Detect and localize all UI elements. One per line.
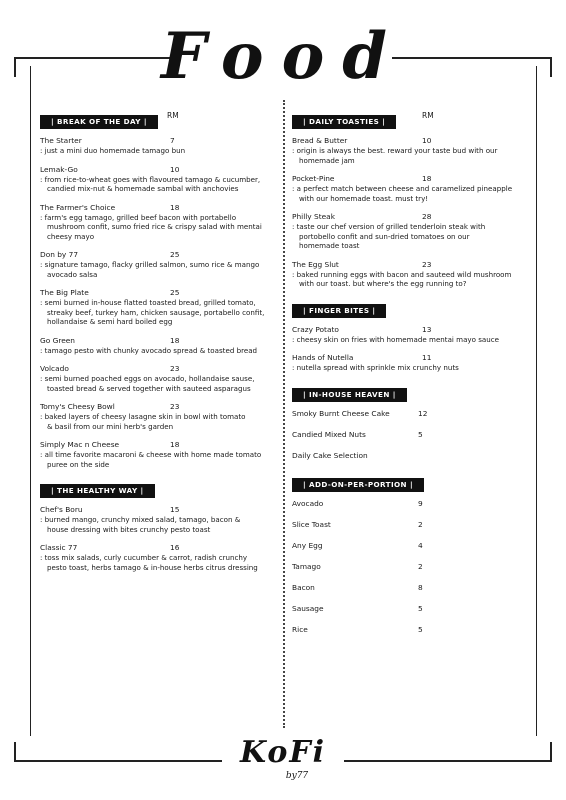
- menu-item: [40, 203, 276, 242]
- description-line: & basil from our mini herb's garden: [47, 421, 174, 431]
- section-heading-text: BREAK OF THE DAY: [57, 117, 141, 126]
- item-description: [292, 363, 528, 373]
- heading-pipe: |: [143, 117, 147, 126]
- item-name: Sausage: [292, 603, 324, 613]
- description-line: : signature tamago, flacky grilled salmon, sumo rice & mango: [40, 260, 260, 269]
- item-description: [40, 553, 276, 572]
- description-line: : farm's egg tamago, grilled beef bacon with portabello: [40, 212, 237, 222]
- kofi-logo: [233, 736, 333, 794]
- item-name: Tamago: [292, 561, 321, 571]
- menu-item: [40, 440, 276, 469]
- menu-section: [40, 109, 276, 469]
- description-line: pesto toast, herbs tamago & in-house herbs citrus dressing: [47, 562, 258, 572]
- description-line: toasted bread & served together with sauteed asparagus: [47, 383, 251, 393]
- item-name: Simply Mac n Cheese: [40, 440, 120, 449]
- menu-section: [292, 109, 528, 289]
- menu-item: [292, 451, 528, 472]
- section-heading: [292, 472, 528, 489]
- description-line: : just a mini duo homemade tamago bun: [40, 146, 186, 155]
- description-line: : all time favorite macaroni & cheese with home made tomato: [40, 450, 262, 459]
- item-description: [40, 146, 276, 156]
- menu-item: [40, 336, 276, 356]
- description-line: : toss mix salads, curly cucumber & carrot, radish crunchy: [40, 553, 248, 562]
- section-heading-bar: [292, 115, 396, 129]
- heading-pipe: |: [140, 486, 144, 495]
- description-line: with our toast. but where's the egg running to?: [299, 279, 467, 288]
- item-description: [292, 270, 528, 289]
- item-name: Tomy's Cheesy Bowl: [40, 402, 115, 411]
- item-price: 12: [418, 408, 428, 418]
- menu-item: [292, 260, 528, 289]
- menu-item: [292, 136, 528, 165]
- description-line: : cheesy skin on fries with homemade mentai mayo sauce: [292, 334, 500, 344]
- description-line: : semi burned poached eggs on avocado, hollandaise sause,: [40, 374, 255, 383]
- heading-pipe: |: [303, 479, 307, 489]
- description-line: : from rice-to-wheat goes with flavoured tamago & cucumber,: [40, 174, 261, 184]
- heading-pipe: |: [51, 117, 55, 126]
- description-line: : burned mango, crunchy mixed salad, tamago, bacon &: [40, 515, 241, 524]
- menu-item: [40, 136, 276, 156]
- item-name: The Starter: [40, 136, 82, 145]
- item-name: The Egg Slut: [292, 259, 339, 269]
- description-line: : tamago pesto with chunky avocado spread & toasted bread: [40, 345, 258, 355]
- item-description: [40, 260, 276, 279]
- section-heading-text: DAILY TOASTIES: [309, 117, 380, 126]
- heading-pipe: |: [372, 305, 376, 315]
- section-heading: [292, 109, 528, 126]
- item-name: Lemak-Go: [40, 164, 78, 174]
- item-price: 5: [418, 603, 423, 613]
- item-name: Classic 77: [40, 543, 78, 552]
- item-name: Go Green: [40, 335, 75, 345]
- item-description: [40, 175, 276, 194]
- menu-item: [292, 212, 528, 251]
- menu-item: [292, 562, 528, 583]
- heading-pipe: |: [409, 479, 413, 489]
- frame-right-edge: [536, 66, 537, 736]
- item-price: 18: [170, 440, 180, 449]
- menu-item: [40, 402, 276, 431]
- menu-item: [40, 364, 276, 393]
- section-heading-text: FINGER BITES: [309, 305, 370, 315]
- frame-left-edge: [30, 66, 31, 736]
- item-price: 16: [170, 543, 180, 552]
- item-name: Chef's Boru: [40, 505, 83, 514]
- description-line: : a perfect match between cheese and caramelized pineapple: [292, 184, 513, 193]
- menu-item: [292, 499, 528, 520]
- logo-sub-text: by77: [285, 771, 309, 781]
- menu-section: [292, 382, 528, 472]
- menu-item: [292, 541, 528, 562]
- item-name: Daily Cake Selection: [292, 450, 368, 460]
- item-name: Don by 77: [40, 250, 79, 259]
- item-name: Philly Steak: [292, 212, 335, 221]
- item-price: 10: [422, 136, 432, 145]
- menu-item: [40, 165, 276, 194]
- menu-item: [292, 174, 528, 203]
- item-price: 9: [418, 498, 423, 508]
- heading-pipe: |: [303, 305, 307, 315]
- item-description: [40, 374, 276, 393]
- description-line: cheesy mayo: [47, 231, 95, 241]
- description-line: : baked layers of cheesy lasagne skin in bowl with tomato: [40, 412, 246, 421]
- menu-item: [40, 505, 276, 534]
- item-name: The Farmer's Choice: [40, 202, 116, 212]
- item-description: [40, 412, 276, 431]
- item-name: Smoky Burnt Cheese Cake: [292, 408, 390, 418]
- page-title: Food: [160, 19, 406, 94]
- item-description: [40, 298, 276, 327]
- item-price: 18: [422, 174, 432, 183]
- section-heading: [40, 478, 276, 495]
- description-line: : origin is always the best. reward your taste bud with our: [292, 146, 498, 155]
- heading-pipe: |: [303, 117, 307, 126]
- currency-label: RM: [167, 111, 179, 120]
- item-price: 2: [418, 561, 423, 571]
- item-name: The Big Plate: [40, 288, 89, 297]
- item-name: Pocket-Pine: [292, 174, 335, 183]
- item-name: Candied Mixed Nuts: [292, 429, 366, 439]
- heading-pipe: |: [382, 117, 386, 126]
- item-name: Slice Toast: [292, 519, 331, 529]
- menu-section: [292, 298, 528, 373]
- section-heading: [40, 109, 276, 126]
- item-description: [292, 222, 528, 251]
- section-heading-bar: [292, 478, 424, 492]
- menu-item: [40, 250, 276, 279]
- item-price: 18: [170, 335, 180, 345]
- item-price: 15: [170, 505, 180, 514]
- item-description: [292, 335, 528, 345]
- description-line: homemade toast: [299, 241, 360, 250]
- menu-item: [292, 430, 528, 451]
- right-column: [292, 109, 528, 646]
- menu-item: [292, 604, 528, 625]
- item-description: [40, 213, 276, 242]
- heading-pipe: |: [303, 389, 307, 399]
- menu-item: [292, 583, 528, 604]
- section-heading-text: THE HEALTHY WAY: [57, 486, 138, 495]
- description-line: homemade jam: [299, 155, 355, 165]
- item-price: 18: [170, 202, 180, 212]
- section-heading-bar: [292, 304, 386, 318]
- frame-left-bottom: [14, 742, 16, 762]
- item-price: 4: [418, 540, 423, 550]
- item-price: 5: [418, 429, 423, 439]
- heading-pipe: |: [51, 486, 55, 495]
- item-price: 23: [170, 402, 180, 411]
- item-name: Hands of Nutella: [292, 353, 354, 362]
- item-description: [40, 515, 276, 534]
- frame-bottom-left: [14, 760, 222, 762]
- item-price: 28: [422, 212, 432, 221]
- description-line: house dressing with bites crunchy pesto toast: [47, 524, 211, 534]
- logo-main-text: KoFi: [239, 735, 327, 770]
- description-line: avocado salsa: [47, 269, 98, 279]
- frame-bottom-right: [344, 760, 552, 762]
- menu-section: [292, 472, 528, 646]
- menu-section: [40, 478, 276, 572]
- item-price: 5: [418, 624, 423, 634]
- description-line: candied mix-nut & homemade sambal with anchovies: [47, 184, 239, 193]
- description-line: hollandaise & semi hard boiled egg: [47, 317, 173, 326]
- menu-item: [40, 543, 276, 572]
- frame-right-bottom: [550, 742, 552, 762]
- item-price: 10: [170, 164, 180, 174]
- section-heading-bar: [292, 388, 407, 402]
- item-price: 23: [422, 259, 432, 269]
- description-line: streaky beef, turkey ham, chicken sausage, portabello confit,: [47, 307, 265, 317]
- description-line: : baked running eggs with bacon and sauteed wild mushroom: [292, 269, 512, 279]
- item-price: 8: [418, 582, 423, 592]
- description-line: portobello confit and sun-dried tomatoes on our: [299, 231, 470, 241]
- menu-item: [292, 520, 528, 541]
- item-name: Bacon: [292, 582, 315, 592]
- item-description: [292, 146, 528, 165]
- menu-item: [292, 353, 528, 373]
- item-description: [40, 450, 276, 469]
- menu-item: [292, 409, 528, 430]
- item-name: Bread & Butter: [292, 136, 348, 145]
- item-name: Any Egg: [292, 540, 323, 550]
- column-divider: [283, 100, 285, 728]
- section-heading: [292, 298, 528, 315]
- item-description: [40, 346, 276, 356]
- section-heading-bar: [40, 115, 158, 129]
- item-price: 11: [422, 353, 432, 362]
- heading-pipe: |: [392, 389, 396, 399]
- description-line: : taste our chef version of grilled tenderloin steak with: [292, 222, 486, 231]
- item-price: 23: [170, 364, 180, 373]
- section-heading: [292, 382, 528, 399]
- item-description: [292, 184, 528, 203]
- item-price: 7: [170, 136, 175, 145]
- item-name: Avocado: [292, 498, 324, 508]
- menu-item: [292, 625, 528, 646]
- description-line: with our homemade toast. must try!: [299, 193, 429, 203]
- item-name: Crazy Potato: [292, 324, 339, 334]
- item-price: 13: [422, 324, 432, 334]
- description-line: : nutella spread with sprinkle mix crunchy nuts: [292, 363, 459, 372]
- item-price: 25: [170, 250, 180, 259]
- item-price: 25: [170, 288, 180, 297]
- description-line: mushroom confit, sumo fried rice & crispy salad with mentai: [47, 222, 262, 231]
- description-line: : semi burned in-house flatted toasted bread, grilled tomato,: [40, 298, 256, 307]
- item-name: Volcado: [40, 364, 69, 373]
- item-price: 2: [418, 519, 423, 529]
- section-heading-text: IN-HOUSE HEAVEN: [309, 389, 390, 399]
- left-column: [40, 109, 276, 581]
- item-name: Rice: [292, 624, 308, 634]
- section-heading-bar: [40, 484, 155, 498]
- description-line: puree on the side: [47, 459, 110, 469]
- section-heading-text: ADD-ON-PER-PORTION: [309, 479, 407, 489]
- currency-label: RM: [422, 111, 434, 120]
- menu-item: [40, 288, 276, 327]
- menu-item: [292, 325, 528, 345]
